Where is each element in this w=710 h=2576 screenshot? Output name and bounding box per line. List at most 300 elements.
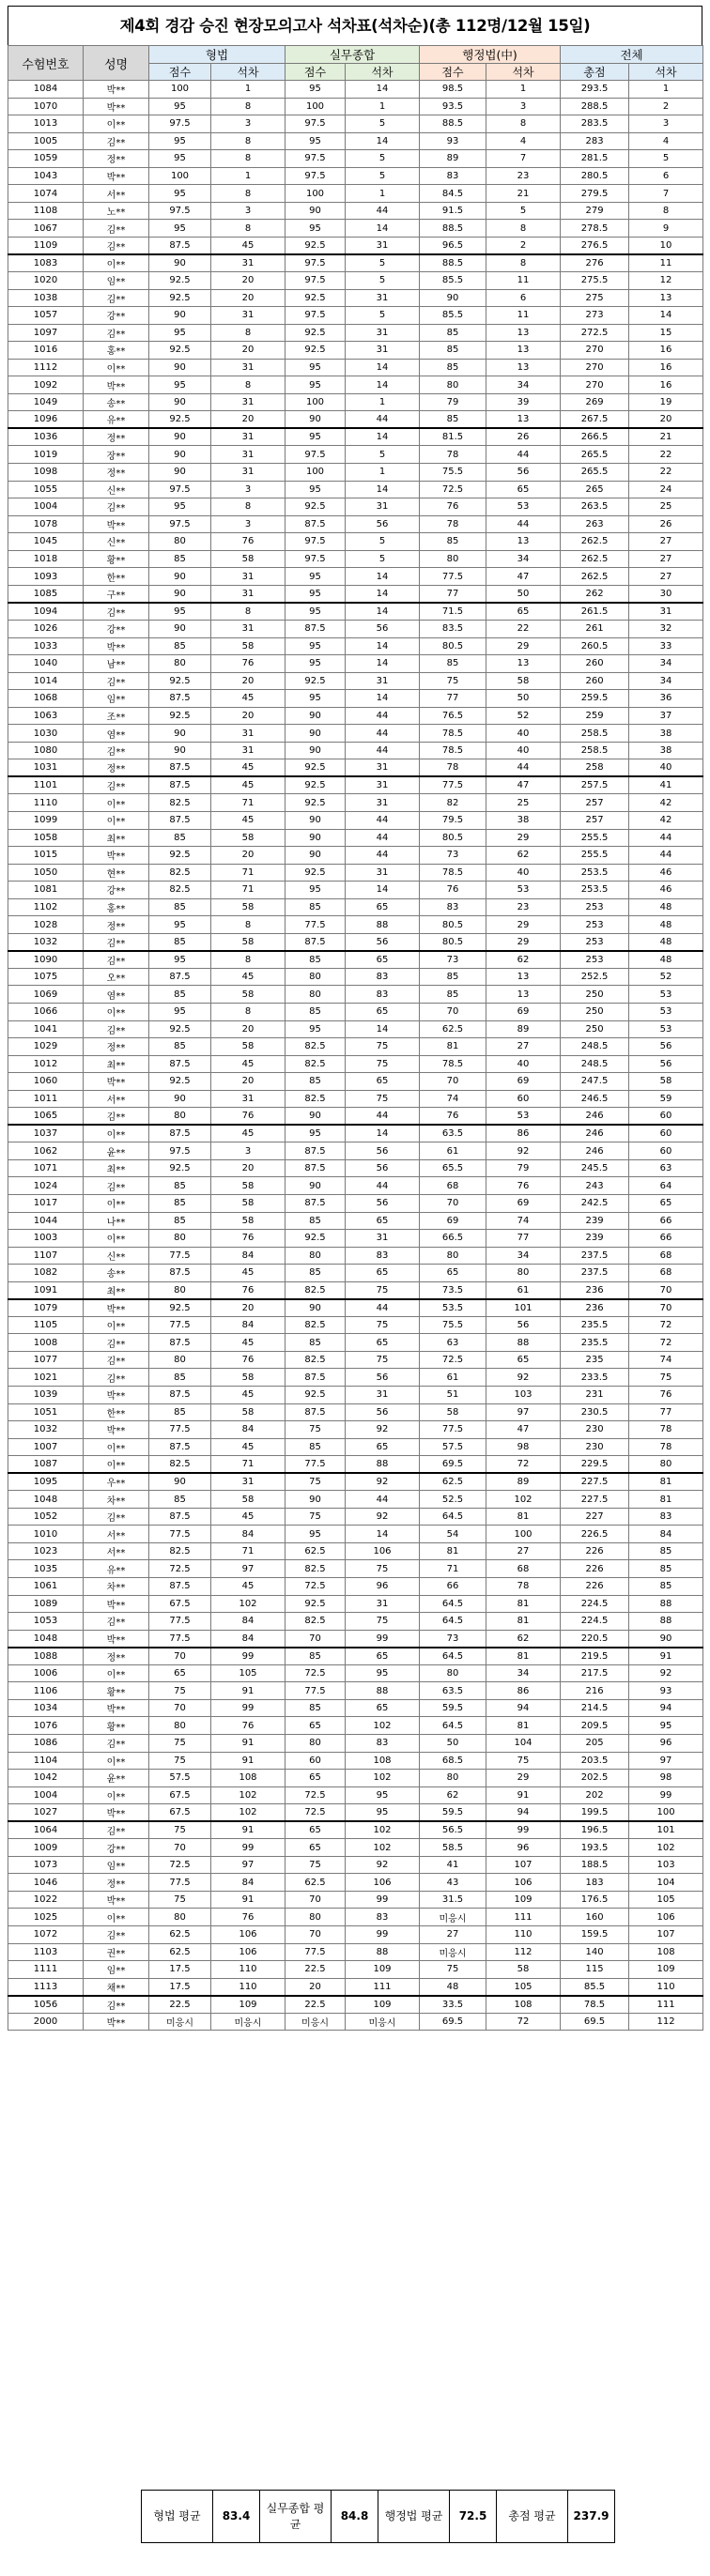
name-cell: 정** <box>84 428 149 446</box>
admin-score-cell: 72.5 <box>420 1351 486 1369</box>
admin-rank-cell: 13 <box>486 986 561 1004</box>
admin-score-cell: 75.5 <box>420 464 486 482</box>
total-score-cell: 258 <box>561 759 629 777</box>
criminal-rank-cell: 91 <box>211 1682 286 1700</box>
criminal-score-cell: 97.5 <box>149 202 211 220</box>
table-row <box>8 1770 703 1787</box>
admin-rank-cell: 5 <box>486 202 561 220</box>
exam-no-cell: 1048 <box>8 1491 84 1509</box>
criminal-score-cell: 77.5 <box>149 1247 211 1265</box>
practice-score-cell: 77.5 <box>286 916 346 934</box>
admin-rank-cell: 13 <box>486 324 561 342</box>
admin-score-cell: 76 <box>420 882 486 899</box>
admin-score-cell: 88.5 <box>420 254 486 272</box>
total-rank-cell: 70 <box>629 1299 703 1317</box>
exam-no-cell: 1089 <box>8 1595 84 1613</box>
name-cell: 박** <box>84 1073 149 1091</box>
table-row <box>8 1491 703 1509</box>
exam-no-cell: 1087 <box>8 1456 84 1474</box>
total-score-cell: 202 <box>561 1786 629 1804</box>
admin-score-cell: 77 <box>420 690 486 708</box>
practice-score-cell: 92.5 <box>286 324 346 342</box>
criminal-rank-cell: 58 <box>211 986 286 1004</box>
criminal-average-label: 형법 평균 <box>142 2491 213 2543</box>
exam-no-cell: 1097 <box>8 324 84 342</box>
name-cell: 홍** <box>84 898 149 916</box>
name-cell: 김** <box>84 1334 149 1352</box>
admin-score-cell: 93.5 <box>420 98 486 115</box>
table-row <box>8 620 703 637</box>
practice-rank-cell: 31 <box>346 794 420 812</box>
admin-score-cell: 73 <box>420 847 486 865</box>
practice-rank-cell: 56 <box>346 620 420 637</box>
admin-score-cell: 71 <box>420 1560 486 1578</box>
admin-rank-cell: 34 <box>486 376 561 394</box>
exam-no-cell: 1095 <box>8 1473 84 1491</box>
practice-rank-cell: 92 <box>346 1421 420 1439</box>
practice-rank-cell: 56 <box>346 1142 420 1160</box>
admin-rank-cell: 99 <box>486 1821 561 1839</box>
criminal-score-cell: 85 <box>149 1369 211 1387</box>
table-row <box>8 446 703 464</box>
practice-rank-cell: 65 <box>346 951 420 969</box>
total-rank-cell: 101 <box>629 1821 703 1839</box>
exam-no-cell: 1104 <box>8 1752 84 1770</box>
header-practice-score: 점수 <box>286 64 346 81</box>
practice-rank-cell: 44 <box>346 725 420 743</box>
total-score-cell: 263 <box>561 515 629 533</box>
admin-score-cell: 53.5 <box>420 1299 486 1317</box>
name-cell: 박** <box>84 1387 149 1404</box>
total-rank-cell: 42 <box>629 794 703 812</box>
practice-score-cell: 90 <box>286 742 346 759</box>
total-score-cell: 245.5 <box>561 1159 629 1177</box>
practice-score-cell: 95 <box>286 655 346 673</box>
admin-rank-cell: 92 <box>486 1142 561 1160</box>
name-cell: 신** <box>84 1247 149 1265</box>
admin-rank-cell: 81 <box>486 1613 561 1631</box>
table-row <box>8 603 703 621</box>
practice-score-cell: 90 <box>286 1108 346 1126</box>
criminal-rank-cell: 71 <box>211 864 286 882</box>
practice-score-cell: 70 <box>286 1925 346 1943</box>
total-score-cell: 275 <box>561 289 629 307</box>
total-score-cell: 239 <box>561 1212 629 1230</box>
admin-score-cell: 79 <box>420 393 486 411</box>
practice-rank-cell: 83 <box>346 1247 420 1265</box>
name-cell: 이** <box>84 359 149 376</box>
table-row <box>8 1351 703 1369</box>
exam-no-cell: 1014 <box>8 672 84 690</box>
name-cell: 강** <box>84 620 149 637</box>
total-score-cell: 262.5 <box>561 568 629 586</box>
total-score-cell: 270 <box>561 359 629 376</box>
exam-no-cell: 1041 <box>8 1020 84 1038</box>
admin-rank-cell: 34 <box>486 1247 561 1265</box>
table-row <box>8 1265 703 1282</box>
criminal-rank-cell: 45 <box>211 968 286 986</box>
total-score-cell: 255.5 <box>561 847 629 865</box>
practice-rank-cell: 44 <box>346 1177 420 1195</box>
criminal-rank-cell: 45 <box>211 690 286 708</box>
total-rank-cell: 20 <box>629 411 703 429</box>
name-cell: 박** <box>84 376 149 394</box>
admin-score-cell: 93 <box>420 132 486 150</box>
table-row <box>8 707 703 725</box>
total-score-cell: 250 <box>561 1003 629 1020</box>
practice-rank-cell: 44 <box>346 847 420 865</box>
practice-score-cell: 100 <box>286 185 346 203</box>
criminal-score-cell: 80 <box>149 1230 211 1248</box>
criminal-score-cell: 80 <box>149 1281 211 1299</box>
practice-rank-cell: 14 <box>346 603 420 621</box>
total-rank-cell: 72 <box>629 1316 703 1334</box>
exam-no-cell: 1102 <box>8 898 84 916</box>
name-cell: 권** <box>84 1943 149 1961</box>
criminal-rank-cell: 71 <box>211 882 286 899</box>
admin-rank-cell: 91 <box>486 1786 561 1804</box>
criminal-rank-cell: 8 <box>211 498 286 516</box>
practice-score-cell: 87.5 <box>286 515 346 533</box>
criminal-score-cell: 92.5 <box>149 272 211 290</box>
practice-rank-cell: 44 <box>346 707 420 725</box>
exam-no-cell: 1043 <box>8 167 84 185</box>
total-score-cell: 203.5 <box>561 1752 629 1770</box>
criminal-rank-cell: 3 <box>211 481 286 498</box>
total-score-cell: 262.5 <box>561 550 629 568</box>
table-row <box>8 1473 703 1491</box>
total-rank-cell: 37 <box>629 707 703 725</box>
total-rank-cell: 106 <box>629 1909 703 1926</box>
exam-no-cell: 1110 <box>8 794 84 812</box>
total-rank-cell: 96 <box>629 1734 703 1752</box>
total-score-cell: 258.5 <box>561 725 629 743</box>
admin-rank-cell: 78 <box>486 1578 561 1596</box>
admin-rank-cell: 62 <box>486 1630 561 1648</box>
total-score-cell: 220.5 <box>561 1630 629 1648</box>
practice-score-cell: 미응시 <box>286 2013 346 2031</box>
total-rank-cell: 70 <box>629 1281 703 1299</box>
name-cell: 서** <box>84 1542 149 1560</box>
total-score-cell: 265.5 <box>561 464 629 482</box>
admin-score-cell: 81 <box>420 1542 486 1560</box>
table-row <box>8 1526 703 1543</box>
criminal-rank-cell: 20 <box>211 707 286 725</box>
header-admin-rank: 석차 <box>486 64 561 81</box>
criminal-rank-cell: 58 <box>211 1038 286 1056</box>
criminal-score-cell: 85 <box>149 1177 211 1195</box>
practice-score-cell: 97.5 <box>286 446 346 464</box>
practice-score-cell: 80 <box>286 986 346 1004</box>
total-score-cell: 224.5 <box>561 1613 629 1631</box>
criminal-rank-cell: 84 <box>211 1421 286 1439</box>
practice-rank-cell: 56 <box>346 1403 420 1421</box>
criminal-score-cell: 95 <box>149 951 211 969</box>
total-rank-cell: 68 <box>629 1247 703 1265</box>
criminal-rank-cell: 76 <box>211 655 286 673</box>
admin-rank-cell: 72 <box>486 1456 561 1474</box>
admin-rank-cell: 94 <box>486 1804 561 1822</box>
total-score-cell: 253.5 <box>561 882 629 899</box>
practice-score-cell: 95 <box>286 359 346 376</box>
admin-score-cell: 78.5 <box>420 864 486 882</box>
total-score-cell: 239 <box>561 1230 629 1248</box>
total-rank-cell: 78 <box>629 1421 703 1439</box>
name-cell: 신** <box>84 533 149 551</box>
practice-score-cell: 92.5 <box>286 1387 346 1404</box>
total-rank-cell: 48 <box>629 916 703 934</box>
admin-score-cell: 미응시 <box>420 1943 486 1961</box>
name-cell: 송** <box>84 1265 149 1282</box>
practice-score-cell: 100 <box>286 393 346 411</box>
criminal-rank-cell: 45 <box>211 1334 286 1352</box>
practice-rank-cell: 99 <box>346 1891 420 1909</box>
practice-score-cell: 82.5 <box>286 1613 346 1631</box>
criminal-score-cell: 95 <box>149 220 211 238</box>
header-criminal-score: 점수 <box>149 64 211 81</box>
table-row <box>8 1856 703 1874</box>
criminal-rank-cell: 58 <box>211 1212 286 1230</box>
total-rank-cell: 9 <box>629 220 703 238</box>
criminal-score-cell: 80 <box>149 655 211 673</box>
table-row <box>8 1542 703 1560</box>
admin-rank-cell: 94 <box>486 1699 561 1717</box>
header-total-score: 총점 <box>561 64 629 81</box>
criminal-rank-cell: 84 <box>211 1613 286 1631</box>
admin-rank-cell: 34 <box>486 1664 561 1682</box>
criminal-rank-cell: 91 <box>211 1752 286 1770</box>
admin-rank-cell: 77 <box>486 1230 561 1248</box>
total-score-cell: 253.5 <box>561 864 629 882</box>
total-score-cell: 236 <box>561 1299 629 1317</box>
criminal-score-cell: 75 <box>149 1891 211 1909</box>
total-score-cell: 199.5 <box>561 1804 629 1822</box>
practice-rank-cell: 5 <box>346 307 420 325</box>
admin-score-cell: 81 <box>420 1038 486 1056</box>
table-row <box>8 1874 703 1892</box>
name-cell: 김** <box>84 776 149 794</box>
criminal-rank-cell: 106 <box>211 1943 286 1961</box>
criminal-rank-cell: 110 <box>211 1961 286 1979</box>
rank-table <box>8 45 703 2031</box>
name-cell: 이** <box>84 1230 149 1248</box>
criminal-rank-cell: 45 <box>211 759 286 777</box>
practice-score-cell: 70 <box>286 1891 346 1909</box>
name-cell: 이** <box>84 1003 149 1020</box>
table-row <box>8 2013 703 2031</box>
criminal-score-cell: 80 <box>149 533 211 551</box>
practice-rank-cell: 5 <box>346 272 420 290</box>
total-score-cell: 214.5 <box>561 1699 629 1717</box>
table-row <box>8 759 703 777</box>
total-rank-cell: 72 <box>629 1334 703 1352</box>
admin-rank-cell: 13 <box>486 411 561 429</box>
total-rank-cell: 1 <box>629 81 703 99</box>
exam-no-cell: 1057 <box>8 307 84 325</box>
exam-no-cell: 1016 <box>8 342 84 360</box>
admin-rank-cell: 53 <box>486 498 561 516</box>
total-score-cell: 236 <box>561 1281 629 1299</box>
criminal-rank-cell: 71 <box>211 1542 286 1560</box>
practice-rank-cell: 65 <box>346 1265 420 1282</box>
practice-score-cell: 77.5 <box>286 1456 346 1474</box>
admin-score-cell: 65 <box>420 1265 486 1282</box>
practice-rank-cell: 83 <box>346 968 420 986</box>
name-cell: 김** <box>84 603 149 621</box>
name-cell: 김** <box>84 1508 149 1526</box>
total-score-cell: 233.5 <box>561 1369 629 1387</box>
practice-average-value: 84.8 <box>332 2491 378 2543</box>
practice-rank-cell: 1 <box>346 393 420 411</box>
header-criminal-rank: 석차 <box>211 64 286 81</box>
criminal-score-cell: 87.5 <box>149 690 211 708</box>
admin-rank-cell: 65 <box>486 1351 561 1369</box>
total-rank-cell: 90 <box>629 1630 703 1648</box>
total-rank-cell: 56 <box>629 1038 703 1056</box>
exam-no-cell: 1074 <box>8 185 84 203</box>
practice-score-cell: 90 <box>286 411 346 429</box>
criminal-rank-cell: 97 <box>211 1856 286 1874</box>
exam-no-cell: 1025 <box>8 1909 84 1926</box>
criminal-rank-cell: 84 <box>211 1630 286 1648</box>
admin-rank-cell: 38 <box>486 811 561 829</box>
table-row <box>8 829 703 847</box>
criminal-rank-cell: 31 <box>211 725 286 743</box>
table-row <box>8 1247 703 1265</box>
criminal-rank-cell: 105 <box>211 1664 286 1682</box>
practice-score-cell: 95 <box>286 1020 346 1038</box>
exam-no-cell: 1046 <box>8 1874 84 1892</box>
practice-score-cell: 85 <box>286 1438 346 1456</box>
table-row <box>8 202 703 220</box>
admin-score-cell: 85 <box>420 968 486 986</box>
practice-score-cell: 90 <box>286 1299 346 1317</box>
exam-no-cell: 1075 <box>8 968 84 986</box>
exam-no-cell: 1012 <box>8 1055 84 1073</box>
admin-rank-cell: 111 <box>486 1909 561 1926</box>
criminal-rank-cell: 71 <box>211 794 286 812</box>
criminal-rank-cell: 20 <box>211 1159 286 1177</box>
total-score-cell: 250 <box>561 1020 629 1038</box>
admin-rank-cell: 53 <box>486 1108 561 1126</box>
total-score-cell: 261.5 <box>561 603 629 621</box>
name-cell: 정** <box>84 759 149 777</box>
exam-no-cell: 1032 <box>8 1421 84 1439</box>
name-cell: 홍** <box>84 342 149 360</box>
criminal-rank-cell: 45 <box>211 1508 286 1526</box>
criminal-rank-cell: 20 <box>211 847 286 865</box>
name-cell: 오** <box>84 968 149 986</box>
criminal-score-cell: 22.5 <box>149 1996 211 2014</box>
criminal-rank-cell: 8 <box>211 951 286 969</box>
total-score-cell: 276.5 <box>561 237 629 254</box>
practice-rank-cell: 31 <box>346 498 420 516</box>
admin-rank-cell: 34 <box>486 550 561 568</box>
name-cell: 김** <box>84 498 149 516</box>
criminal-score-cell: 87.5 <box>149 1334 211 1352</box>
exam-no-cell: 1101 <box>8 776 84 794</box>
name-cell: 박** <box>84 1891 149 1909</box>
admin-rank-cell: 58 <box>486 1961 561 1979</box>
name-cell: 이** <box>84 1125 149 1142</box>
exam-no-cell: 1048 <box>8 1630 84 1648</box>
name-cell: 이** <box>84 1909 149 1926</box>
criminal-rank-cell: 8 <box>211 220 286 238</box>
total-rank-cell: 80 <box>629 1456 703 1474</box>
practice-score-cell: 97.5 <box>286 550 346 568</box>
criminal-score-cell: 90 <box>149 725 211 743</box>
total-rank-cell: 38 <box>629 742 703 759</box>
practice-score-cell: 92.5 <box>286 342 346 360</box>
header-practice: 실무종합 <box>286 46 420 64</box>
total-rank-cell: 38 <box>629 725 703 743</box>
name-cell: 김** <box>84 1996 149 2014</box>
criminal-score-cell: 72.5 <box>149 1856 211 1874</box>
name-cell: 남** <box>84 655 149 673</box>
admin-rank-cell: 69 <box>486 1195 561 1213</box>
practice-rank-cell: 44 <box>346 829 420 847</box>
admin-rank-cell: 13 <box>486 359 561 376</box>
admin-rank-cell: 52 <box>486 707 561 725</box>
admin-rank-cell: 56 <box>486 1316 561 1334</box>
practice-score-cell: 92.5 <box>286 759 346 777</box>
name-cell: 김** <box>84 1020 149 1038</box>
practice-score-cell: 90 <box>286 1491 346 1509</box>
exam-no-cell: 1027 <box>8 1804 84 1822</box>
criminal-rank-cell: 3 <box>211 202 286 220</box>
admin-score-cell: 64.5 <box>420 1508 486 1526</box>
total-rank-cell: 95 <box>629 1717 703 1735</box>
total-score-cell: 219.5 <box>561 1648 629 1665</box>
admin-rank-cell: 109 <box>486 1891 561 1909</box>
name-cell: 김** <box>84 742 149 759</box>
admin-rank-cell: 105 <box>486 1978 561 1996</box>
table-row <box>8 1996 703 2014</box>
admin-score-cell: 96.5 <box>420 237 486 254</box>
header-admin-score: 점수 <box>420 64 486 81</box>
practice-rank-cell: 65 <box>346 1073 420 1091</box>
total-score-cell: 247.5 <box>561 1073 629 1091</box>
table-row <box>8 1978 703 1996</box>
table-row <box>8 968 703 986</box>
criminal-score-cell: 70 <box>149 1648 211 1665</box>
admin-score-cell: 59.5 <box>420 1699 486 1717</box>
total-score-cell: 248.5 <box>561 1055 629 1073</box>
total-rank-cell: 108 <box>629 1943 703 1961</box>
criminal-rank-cell: 31 <box>211 742 286 759</box>
total-score-cell: 209.5 <box>561 1717 629 1735</box>
exam-no-cell: 1013 <box>8 115 84 133</box>
rank-table-body <box>8 81 703 2031</box>
practice-rank-cell: 106 <box>346 1874 420 1892</box>
exam-no-cell: 1080 <box>8 742 84 759</box>
practice-rank-cell: 75 <box>346 1281 420 1299</box>
table-row <box>8 1508 703 1526</box>
admin-score-cell: 75 <box>420 672 486 690</box>
admin-score-cell: 77 <box>420 585 486 603</box>
criminal-score-cell: 100 <box>149 81 211 99</box>
total-average-value: 237.9 <box>568 2491 615 2543</box>
practice-score-cell: 65 <box>286 1821 346 1839</box>
practice-rank-cell: 65 <box>346 1699 420 1717</box>
average-summary <box>141 2490 615 2543</box>
criminal-score-cell: 95 <box>149 498 211 516</box>
criminal-rank-cell: 31 <box>211 428 286 446</box>
criminal-score-cell: 72.5 <box>149 1560 211 1578</box>
total-rank-cell: 63 <box>629 1159 703 1177</box>
criminal-score-cell: 95 <box>149 98 211 115</box>
criminal-rank-cell: 3 <box>211 1142 286 1160</box>
